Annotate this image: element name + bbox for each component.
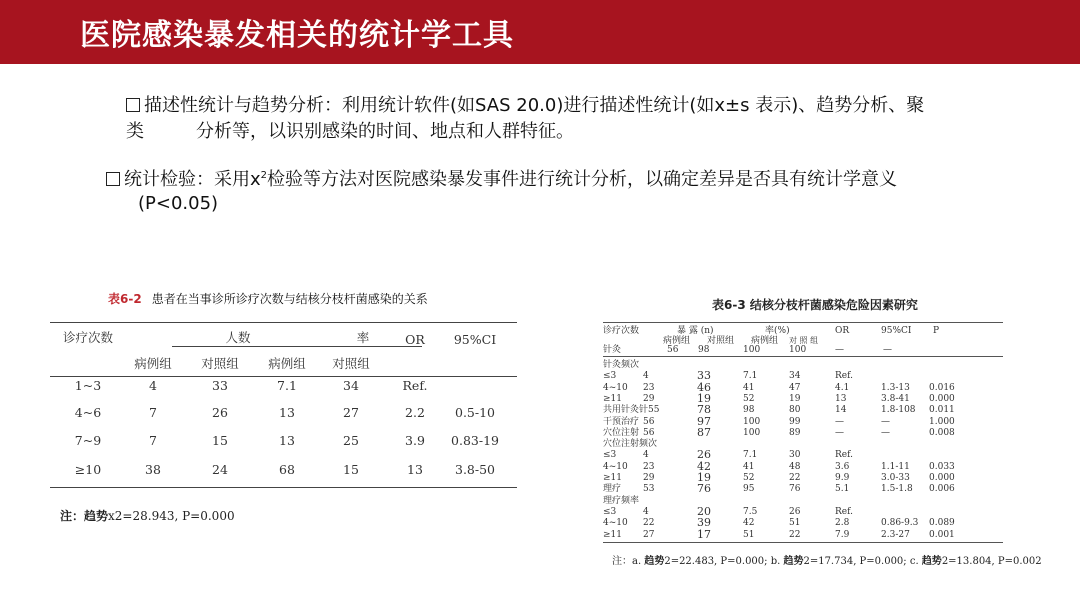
t3-cell: Ref. [835, 450, 853, 461]
t3-cell: 33 [697, 369, 711, 383]
t3-cell: 4~10 [603, 518, 628, 529]
t2-sub: 病例组 [268, 356, 306, 371]
t2-cell: 4 [149, 378, 157, 393]
t3-cell: 理疗 [603, 484, 622, 495]
t3-cell: 1.3-13 [881, 382, 910, 393]
t3-cell: 47 [789, 382, 801, 393]
t2-cell: 2.2 [405, 405, 425, 420]
t3-cell: 26 [697, 448, 711, 462]
t3-h: 100 [743, 345, 761, 355]
t3-cell: ≤3 [603, 506, 617, 517]
t3-h: 针灸 [603, 345, 622, 355]
t3-h: 病例组 [663, 336, 691, 346]
t3-cell: 3.0-33 [881, 473, 910, 483]
bullet-descriptive-cont [126, 118, 574, 146]
t3-cell: 针灸频次 [603, 360, 640, 370]
t2-cell: 4~6 [74, 405, 102, 420]
t2-cell: 25 [343, 433, 359, 448]
t2-sub: 对照组 [201, 356, 239, 371]
t3-cell: 23 [643, 461, 655, 472]
t2-cell: 34 [343, 378, 359, 393]
table3-caption: 表6-3 结核分枝杆菌感染危险因素研究 [712, 298, 918, 312]
page-title: 医院感染暴发相关的统计学工具 [80, 18, 514, 53]
t3-h: 率(%) [765, 326, 790, 336]
t2-cell: 15 [343, 462, 359, 477]
t3-cell: 13 [835, 393, 847, 404]
t2-cell: 38 [145, 462, 161, 477]
t3-cell: 穴位注射频次 [603, 439, 658, 450]
t3-cell: 3.8-41 [881, 393, 910, 404]
t3-h: 病例组 [751, 336, 779, 346]
t2-col-visits: 诊疗次数 [62, 330, 114, 345]
t3-h: 暴 露 (n) [677, 326, 714, 336]
t3-cell: 87 [697, 425, 711, 439]
t3-cell: 4~10 [603, 461, 628, 472]
t3-cell: 89 [789, 427, 801, 438]
t3-cell: 20 [697, 504, 711, 518]
t3-cell: 76 [789, 484, 801, 495]
t3-cell: 0.000 [929, 473, 955, 483]
t2-cell: 13 [279, 405, 295, 420]
t3-cell: 97 [697, 414, 711, 428]
t2-cell: 7.1 [277, 378, 297, 393]
t3-cell: ≥11 [603, 473, 622, 483]
table-6-3 [603, 322, 1003, 542]
t3-cell: 7.5 [743, 506, 758, 517]
t3-cell: 4 [643, 450, 649, 461]
t3-cell: 56 [643, 427, 655, 438]
t2-cell: 7~9 [74, 433, 102, 448]
t3-cell: 1.000 [929, 416, 955, 427]
t3-cell: 4~10 [603, 382, 628, 393]
t3-cell: 0.000 [929, 393, 955, 404]
t2-cell: 13 [279, 433, 295, 448]
t3-cell: 34 [789, 371, 801, 382]
t3-cell: 0.86-9.3 [881, 518, 919, 529]
t3-cell: 0.008 [929, 427, 955, 438]
t3-cell: 30 [789, 450, 801, 461]
t3-cell: 4 [643, 506, 649, 517]
t3-cell: — [881, 427, 890, 438]
t2-cell: 24 [212, 462, 228, 477]
t3-cell: 0.011 [929, 405, 955, 416]
t3-h: 诊疗次数 [603, 326, 640, 336]
t2-cell: 27 [343, 405, 359, 420]
t3-cell: 7.9 [835, 529, 850, 540]
t2-cell: 68 [279, 462, 295, 477]
t3-cell: 理疗频率 [603, 495, 640, 506]
t3-cell: 1.8-108 [881, 405, 916, 416]
t3-h: 95%CI [881, 326, 912, 336]
t3-cell: 19 [697, 471, 711, 484]
t2-cell: 0.83-19 [451, 433, 499, 448]
t3-cell: 穴位注射 [603, 427, 640, 438]
t3-cell: 100 [743, 427, 761, 438]
t3-cell: 22 [643, 518, 655, 529]
t3-cell: 39 [697, 516, 711, 530]
t3-h: 对照组 [707, 336, 735, 346]
table2-number: 表6-2 [108, 292, 142, 306]
t3-cell: 1.5-1.8 [881, 484, 913, 495]
table3-note [612, 552, 1042, 567]
note-stat: x2=28.943, P=0.000 [108, 509, 235, 523]
t3-cell: 7.1 [743, 371, 758, 382]
t3-h: 56 [667, 345, 679, 355]
t3-cell: Ref. [835, 506, 853, 517]
t3-cell: 56 [643, 416, 655, 427]
note-stat: 2=17.734, P=0.000; c. [803, 556, 922, 567]
note-stat: 2=13.804, P=0.002 [941, 556, 1042, 567]
bullet-square-icon [126, 98, 140, 112]
t3-h: OR [835, 326, 850, 336]
t2-col-ci: 95%CI [453, 332, 497, 347]
t3-cell: 1.1-11 [881, 461, 910, 472]
t3-h: 98 [698, 345, 710, 355]
t3-cell: — [835, 427, 844, 438]
note-label: 注： [60, 509, 85, 523]
bullet-text: 检验等方法对医院感染暴发事件进行统计分析，以确定差异是否具有统计学意义 [267, 169, 898, 190]
t3-cell: 22 [789, 473, 801, 483]
t3-cell: 48 [789, 461, 801, 472]
note-trend: 趋势 [84, 509, 109, 523]
t3-cell: 4 [643, 371, 649, 382]
t3-cell: 80 [789, 405, 801, 416]
note-trend: 趋势 [783, 556, 804, 567]
t3-cell: 46 [697, 380, 711, 394]
t3-cell: 42 [697, 459, 711, 473]
t3-cell: 27 [643, 529, 655, 540]
note-trend: 趋势 [921, 556, 942, 567]
t3-cell: — [835, 416, 844, 427]
t2-cell: 7 [149, 405, 157, 420]
t3-cell: 99 [789, 416, 801, 427]
t3-h: P [933, 326, 940, 336]
table2-caption [108, 290, 428, 307]
t2-cell: Ref. [402, 378, 428, 393]
t3-h: — [883, 345, 892, 355]
t2-cell: 7 [149, 433, 157, 448]
note-trend: 趋势 [644, 556, 665, 567]
t3-cell: ≥11 [603, 529, 622, 540]
t3-cell: 0.089 [929, 518, 955, 529]
t3-cell: 2.3-27 [881, 529, 910, 540]
t3-cell: 3.6 [835, 461, 850, 472]
t3-cell: 51 [789, 518, 801, 529]
t2-col-or: OR [405, 332, 425, 347]
t2-sub: 病例组 [134, 356, 172, 371]
t2-col-count: 人数 [225, 330, 251, 345]
note-label: 注：a. [612, 556, 645, 567]
t3-cell: 干预治疗 [603, 416, 640, 427]
t3-cell: 5.1 [835, 484, 850, 495]
t3-cell: 53 [643, 484, 655, 495]
t3-h: — [835, 345, 844, 355]
t3-cell: 22 [789, 529, 801, 540]
t2-cell: 13 [407, 462, 423, 477]
t3-cell: 19 [697, 391, 711, 405]
t2-sub: 对照组 [332, 356, 370, 371]
t3-cell: 98 [743, 405, 755, 416]
t2-cell: 15 [212, 433, 228, 448]
t3-cell: ≤3 [603, 371, 617, 382]
t2-cell: 26 [212, 405, 228, 420]
t3-cell: 41 [743, 461, 755, 472]
t3-cell: 2.8 [835, 518, 850, 529]
t3-cell: 29 [643, 473, 655, 483]
bullet-square-icon [106, 172, 120, 186]
t3-cell: 4.1 [835, 382, 850, 393]
t3-cell: 0.016 [929, 382, 955, 393]
t2-cell: 3.8-50 [454, 462, 496, 477]
table2-title: 患者在当事诊所诊疗次数与结核分枝杆菌感染的关系 [151, 292, 428, 306]
bullet-test-cont: (P<0.05) [138, 193, 219, 214]
bullet-text: 类 [126, 121, 144, 142]
t3-cell: Ref. [835, 371, 853, 382]
t3-h: 对 照 组 [789, 336, 819, 345]
t3-h: 100 [789, 345, 807, 355]
t3-cell: 9.9 [835, 473, 850, 483]
t3-cell: 52 [743, 473, 755, 483]
t3-cell: 共用针灸针55 [603, 405, 660, 416]
table2-note [60, 507, 235, 524]
t3-cell: ≤3 [603, 450, 617, 461]
t3-cell: 76 [697, 482, 711, 496]
t3-cell: 0.001 [929, 529, 955, 540]
t3-cell: 17 [697, 527, 711, 541]
t3-cell: 26 [789, 506, 801, 517]
t2-cell: ≥10 [74, 462, 102, 477]
t3-cell: ≥11 [603, 393, 622, 404]
t2-cell: 1~3 [74, 378, 102, 393]
t3-cell: 14 [835, 405, 847, 416]
t3-cell: 41 [743, 382, 755, 393]
bullet-text: 描述性统计与趋势分析：利用统计软件(如SAS 20.0)进行描述性统计(如x±s 表示)、趋势分析、聚 [144, 95, 925, 116]
bullet-text: 分析等，以识别感染的时间、地点和人群特征。 [196, 121, 574, 142]
superscript: 2 [260, 170, 268, 181]
t3-cell: 0.033 [929, 461, 955, 472]
t3-cell: 19 [789, 393, 801, 404]
bullet-descriptive [126, 92, 924, 120]
note-stat: 2=22.483, P=0.000; b. [664, 556, 784, 567]
t3-cell: 78 [697, 403, 711, 417]
t3-cell: 100 [743, 416, 761, 427]
t2-col-rate: 率 [356, 330, 370, 345]
bullet-text: 统计检验：采用x [124, 169, 261, 190]
t3-cell: 52 [743, 393, 755, 404]
t3-cell: 95 [743, 484, 755, 495]
t3-cell: 29 [643, 393, 655, 404]
t3-cell: 23 [643, 382, 655, 393]
title-bar [0, 0, 1080, 64]
t3-cell: 42 [743, 518, 755, 529]
t3-cell: 51 [743, 529, 755, 540]
bullet-test [106, 162, 897, 194]
t2-cell: 0.5-10 [454, 405, 496, 420]
t2-cell: 33 [212, 378, 228, 393]
t3-cell: 7.1 [743, 450, 758, 461]
t2-cell: 3.9 [405, 433, 425, 448]
t3-cell: — [881, 416, 890, 427]
t3-cell: 0.006 [929, 484, 955, 495]
